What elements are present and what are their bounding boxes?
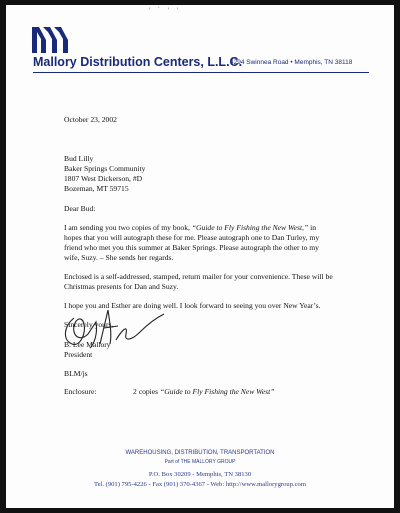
mallory-logo-icon bbox=[32, 27, 68, 53]
enclosure-count: 2 copies bbox=[133, 387, 160, 396]
enclosure-item bbox=[133, 387, 274, 397]
enclosure-book-title: “Guide to Fly Fishing the New West” bbox=[160, 387, 275, 396]
footer-po-box: P.O. Box 30209 - Memphis, TN 38130 bbox=[148, 471, 252, 478]
recipient-org: Baker Springs Community bbox=[64, 164, 146, 173]
signer-title: President bbox=[64, 350, 93, 359]
salutation: Dear Bud: bbox=[64, 204, 96, 213]
para1-text-a: I am sending you two copies of my book, bbox=[64, 223, 192, 232]
para1-line1 bbox=[64, 223, 316, 233]
para1-line2: hopes that you will autograph these for me. Please autograph one to Dan Turley, my bbox=[64, 233, 320, 242]
footer-contact: Tel. (901) 795-4226 - Fax (901) 370-4367 - Web: http://www.mallorygroup.com bbox=[94, 481, 306, 488]
company-name: Mallory Distribution Centers, L.L.C. bbox=[33, 55, 243, 69]
para2-line2: Christmas presents for Dan and Suzy. bbox=[64, 282, 179, 291]
para1-line4: wife, Suzy. – She sends her regards. bbox=[64, 253, 174, 262]
letterhead-rule bbox=[33, 72, 369, 73]
closing: Sincerely yours, bbox=[64, 320, 114, 329]
para3: I hope you and Esther are doing well. I look forward to seeing you over New Year’s. bbox=[64, 301, 321, 310]
initials: BLM/js bbox=[64, 369, 88, 378]
para1-line3: friend who met you this summer at Baker Springs. Please autograph the other to my bbox=[64, 243, 319, 252]
footer-group: Part of THE MALLORY GROUP bbox=[164, 459, 236, 465]
enclosure-label: Enclosure: bbox=[64, 387, 97, 396]
para1-text-b: in bbox=[308, 223, 316, 232]
para2-line1: Enclosed is a self-addressed, stamped, return mailer for your convenience. These will be bbox=[64, 272, 333, 281]
company-address: 4294 Swinnea Road • Memphis, TN 38118 bbox=[230, 59, 353, 66]
corner-mark: ' ` ' ' bbox=[148, 7, 181, 14]
letter-page bbox=[6, 5, 394, 508]
recipient-city: Bozeman, MT 59715 bbox=[64, 184, 129, 193]
book-title: “Guide to Fly Fishing the New West,” bbox=[191, 223, 309, 232]
signer-name: B. Lee Mallory bbox=[64, 340, 111, 349]
recipient-name: Bud Lilly bbox=[64, 154, 94, 163]
letter-date: October 23, 2002 bbox=[64, 115, 117, 124]
recipient-street: 1807 West Dickerson, #D bbox=[64, 174, 143, 183]
footer-services: WAREHOUSING, DISTRIBUTION, TRANSPORTATION bbox=[125, 450, 275, 456]
